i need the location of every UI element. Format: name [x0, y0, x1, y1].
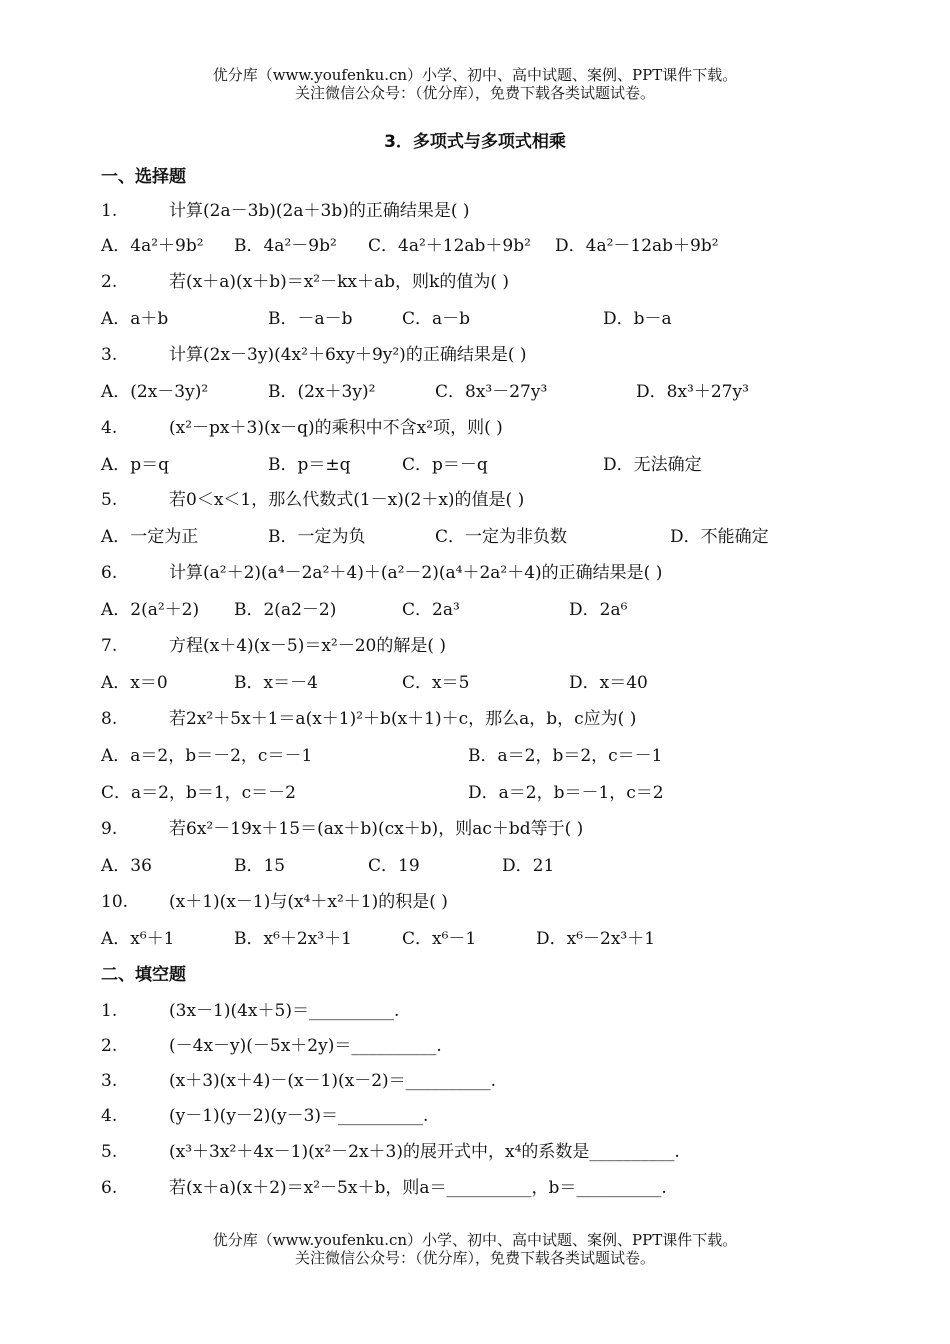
header-line-1: 优分库（www.youfenku.cn）小学、初中、高中试题、案例、PPT课件下载。	[212, 66, 738, 84]
fill-question-5	[101, 1137, 680, 1162]
option-c: C．a－b	[402, 309, 471, 329]
question-number: 7.	[101, 636, 118, 656]
question-number: 10.	[101, 892, 129, 912]
options-8-row-1	[101, 741, 861, 765]
option-c: C．a＝2，b＝1，c＝－2	[101, 783, 296, 803]
page-footer	[0, 1231, 950, 1267]
question-text: 计算(2x－3y)(4x²＋6xy＋9y²)的正确结果是( )	[169, 345, 527, 365]
question-text: (x³＋3x²＋4x－1)(x²－2x＋3)的展开式中，x⁴的系数是__________.	[169, 1142, 680, 1162]
question-6	[101, 558, 662, 583]
section-heading-choice: 一、选择题	[101, 167, 186, 187]
question-number: 1.	[101, 1001, 118, 1021]
question-number: 4.	[101, 1106, 118, 1126]
question-9	[101, 814, 583, 839]
option-c: C．x⁶－1	[402, 929, 477, 949]
question-number: 8.	[101, 709, 118, 729]
option-a: A．36	[101, 856, 152, 876]
question-text: 若(x＋a)(x＋2)＝x²－5x＋b，则a＝__________，b＝__________.	[169, 1178, 667, 1198]
question-1	[101, 196, 470, 221]
options-9	[101, 851, 861, 875]
option-d: D．不能确定	[670, 527, 769, 547]
question-5	[101, 485, 524, 510]
option-c: C．p＝－q	[402, 455, 488, 475]
option-d: D．a＝2，b＝－1，c＝2	[468, 783, 664, 803]
page-title: 3．多项式与多项式相乘	[384, 132, 566, 152]
fill-question-6	[101, 1173, 667, 1198]
option-d: D．无法确定	[603, 455, 702, 475]
question-number: 4.	[101, 418, 118, 438]
question-text: (x＋1)(x－1)与(x⁴＋x²＋1)的积是( )	[169, 892, 448, 912]
question-text: 若(x＋a)(x＋b)＝x²－kx＋ab，则k的值为( )	[169, 272, 509, 292]
option-c: C．x＝5	[402, 673, 470, 693]
options-1	[101, 231, 861, 255]
option-b: B．一定为负	[268, 527, 366, 547]
options-8-row-2	[101, 778, 861, 802]
option-d: D．2a⁶	[569, 600, 628, 620]
option-a: A．p＝q	[101, 455, 170, 475]
option-d: D．8x³＋27y³	[636, 382, 749, 402]
option-a: A．4a²＋9b²	[101, 236, 204, 256]
question-number: 1.	[101, 201, 118, 221]
option-a: A．一定为正	[101, 527, 199, 547]
option-a: A．a＝2，b＝－2，c＝－1	[101, 746, 313, 766]
question-text: 若0＜x＜1，那么代数式(1－x)(2＋x)的值是( )	[169, 490, 525, 510]
option-a: A．x⁶＋1	[101, 929, 175, 949]
question-text: 方程(x＋4)(x－5)＝x²－20的解是( )	[169, 636, 447, 656]
question-text: 若2x²＋5x＋1＝a(x＋1)²＋b(x＋1)＋c，那么a，b，c应为( )	[169, 709, 637, 729]
question-text: (x＋3)(x＋4)－(x－1)(x－2)＝__________.	[169, 1071, 497, 1091]
question-text: 计算(a²＋2)(a⁴－2a²＋4)＋(a²－2)(a⁴＋2a²＋4)的正确结果是( )	[169, 563, 663, 583]
option-d: D．21	[502, 856, 555, 876]
fill-question-3	[101, 1066, 496, 1091]
question-text: (－4x－y)(－5x＋2y)＝__________.	[169, 1036, 442, 1056]
option-c: C．2a³	[402, 600, 460, 620]
option-a: A．(2x－3y)²	[101, 382, 209, 402]
question-text: (x²－px＋3)(x－q)的乘积中不含x²项，则( )	[169, 418, 503, 438]
option-d: D．x＝40	[569, 673, 648, 693]
question-text: (3x－1)(4x＋5)＝__________.	[169, 1001, 400, 1021]
options-4	[101, 450, 861, 474]
option-d: D．4a²－12ab＋9b²	[555, 236, 719, 256]
question-7	[101, 631, 446, 656]
options-10	[101, 924, 861, 948]
footer-line-2: 关注微信公众号：（优分库），免费下载各类试题试卷。	[294, 1249, 655, 1267]
option-b: B．x⁶＋2x³＋1	[234, 929, 352, 949]
question-8	[101, 704, 636, 729]
question-number: 9.	[101, 819, 118, 839]
option-b: B．－a－b	[268, 309, 353, 329]
options-5	[101, 522, 861, 546]
option-a: A．2(a²＋2)	[101, 600, 200, 620]
question-number: 2.	[101, 1036, 118, 1056]
question-number: 6.	[101, 563, 118, 583]
option-b: B．x＝－4	[234, 673, 318, 693]
option-b: B．a＝2，b＝2，c＝－1	[468, 746, 663, 766]
question-number: 5.	[101, 1142, 118, 1162]
question-3	[101, 340, 526, 365]
option-b: B．4a²－9b²	[234, 236, 337, 256]
option-a: A．x＝0	[101, 673, 168, 693]
question-2	[101, 267, 509, 292]
option-b: B．p＝±q	[268, 455, 351, 475]
question-number: 6.	[101, 1178, 118, 1198]
options-2	[101, 304, 861, 328]
options-3	[101, 377, 861, 401]
fill-question-1	[101, 996, 399, 1021]
question-10	[101, 887, 448, 912]
option-c: C．一定为非负数	[435, 527, 568, 547]
question-text: 若6x²－19x＋15＝(ax＋b)(cx＋b)，则ac＋bd等于( )	[169, 819, 584, 839]
option-b: B．2(a2－2)	[234, 600, 337, 620]
fill-question-2	[101, 1031, 442, 1056]
fill-question-4	[101, 1101, 428, 1126]
option-a: A．a＋b	[101, 309, 169, 329]
option-d: D．b－a	[603, 309, 672, 329]
question-number: 3.	[101, 345, 118, 365]
question-4	[101, 413, 503, 438]
question-number: 3.	[101, 1071, 118, 1091]
option-b: B．15	[234, 856, 286, 876]
options-6	[101, 595, 861, 619]
option-c: C．4a²＋12ab＋9b²	[368, 236, 531, 256]
question-text: (y－1)(y－2)(y－3)＝__________.	[169, 1106, 429, 1126]
option-b: B．(2x＋3y)²	[268, 382, 376, 402]
question-number: 5.	[101, 490, 118, 510]
question-text: 计算(2a－3b)(2a＋3b)的正确结果是( )	[169, 201, 470, 221]
options-7	[101, 668, 861, 692]
page-header	[0, 66, 950, 102]
header-line-2: 关注微信公众号：（优分库），免费下载各类试题试卷。	[294, 84, 655, 102]
question-number: 2.	[101, 272, 118, 292]
section-heading-fill: 二、填空题	[101, 965, 186, 985]
footer-line-1: 优分库（www.youfenku.cn）小学、初中、高中试题、案例、PPT课件下载。	[212, 1231, 738, 1249]
option-d: D．x⁶－2x³＋1	[536, 929, 656, 949]
option-c: C．8x³－27y³	[435, 382, 548, 402]
option-c: C．19	[368, 856, 420, 876]
